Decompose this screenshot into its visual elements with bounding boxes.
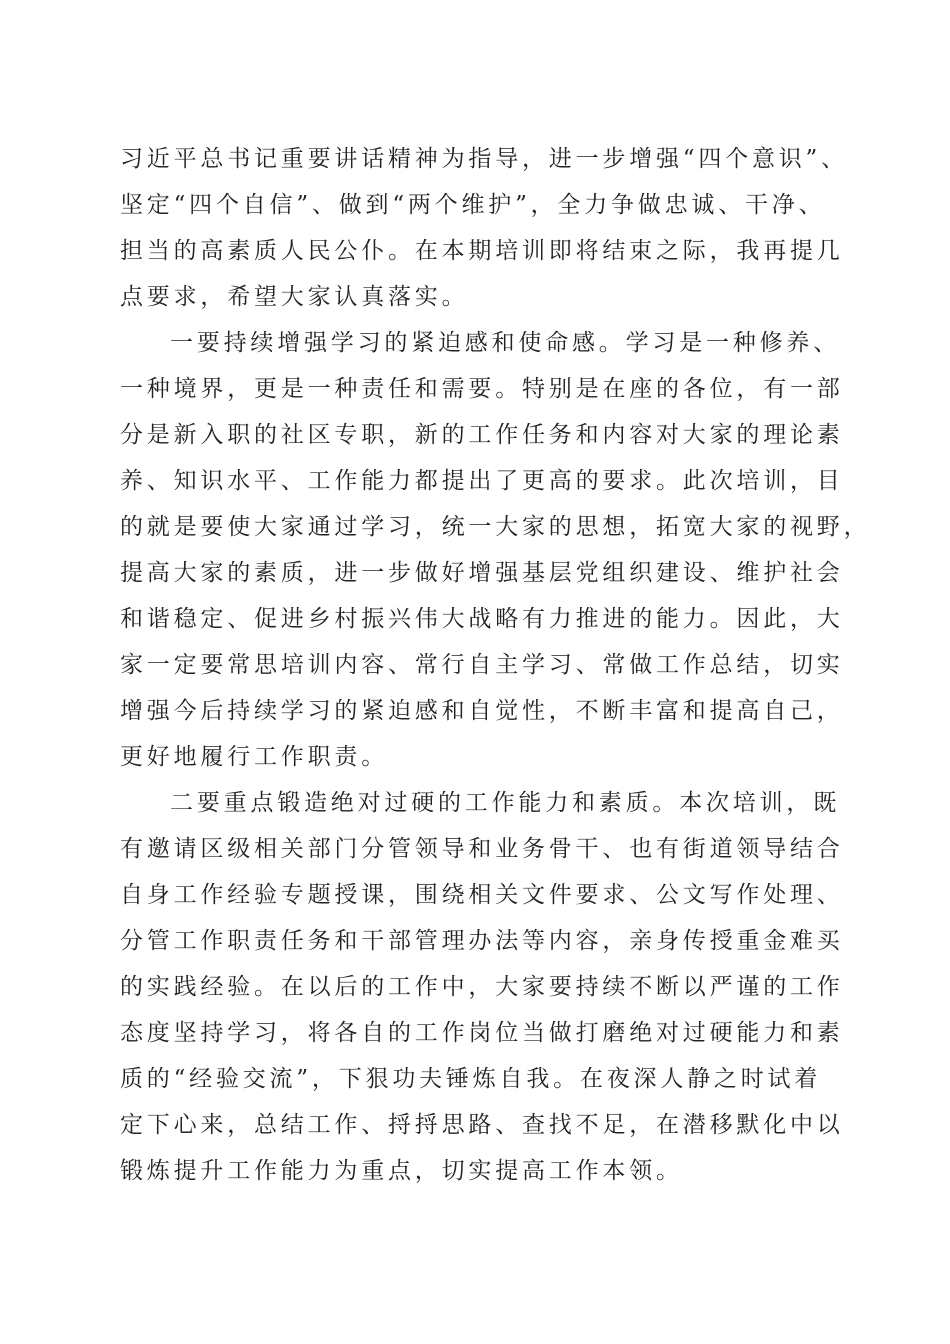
text-line: 分管工作职责任务和干部管理办法等内容，亲身传授重金难买 bbox=[120, 928, 844, 954]
text-line: 质的“经验交流”，下狠功夫锤炼自我。在夜深人静之时试着 bbox=[120, 1066, 822, 1092]
paragraph-first-line: 二要重点锻造绝对过硬的工作能力和素质。本次培训，既 bbox=[170, 790, 840, 816]
text-line: 自身工作经验专题授课，围绕相关文件要求、公文写作处理、 bbox=[120, 882, 844, 908]
text-line: 的就是要使大家通过学习，统一大家的思想，拓宽大家的视野， bbox=[120, 514, 871, 540]
text-line: 养、知识水平、工作能力都提出了更高的要求。此次培训，目 bbox=[120, 468, 844, 494]
text-line: 有邀请区级相关部门分管领导和业务骨干、也有街道领导结合 bbox=[120, 836, 844, 862]
text-line: 锻炼提升工作能力为重点，切实提高工作本领。 bbox=[120, 1158, 683, 1184]
text-line: 的实践经验。在以后的工作中，大家要持续不断以严谨的工作 bbox=[120, 974, 844, 1000]
paragraph-first-line: 一要持续增强学习的紧迫感和使命感。学习是一种修养、 bbox=[170, 330, 840, 356]
text-line: 态度坚持学习，将各自的工作岗位当做打磨绝对过硬能力和素 bbox=[120, 1020, 844, 1046]
text-line: 和谐稳定、促进乡村振兴伟大战略有力推进的能力。因此，大 bbox=[120, 606, 844, 632]
text-line: 增强今后持续学习的紧迫感和自觉性，不断丰富和提高自己， bbox=[120, 698, 844, 724]
text-line: 坚定“四个自信”、做到“两个维护”，全力争做忠诚、干净、 bbox=[120, 192, 826, 218]
text-line: 一种境界，更是一种责任和需要。特别是在座的各位，有一部 bbox=[120, 376, 844, 402]
text-line: 点要求，希望大家认真落实。 bbox=[120, 284, 469, 310]
text-line: 提高大家的素质，进一步做好增强基层党组织建设、维护社会 bbox=[120, 560, 844, 586]
text-line: 家一定要常思培训内容、常行自主学习、常做工作总结，切实 bbox=[120, 652, 844, 678]
text-line: 习近平总书记重要讲话精神为指导，进一步增强“四个意识”、 bbox=[120, 146, 848, 172]
text-line: 更好地履行工作职责。 bbox=[120, 744, 388, 770]
text-line: 分是新入职的社区专职，新的工作任务和内容对大家的理论素 bbox=[120, 422, 844, 448]
text-line: 定下心来，总结工作、捋捋思路、查找不足，在潜移默化中以 bbox=[120, 1112, 844, 1138]
document-body bbox=[120, 136, 871, 1194]
text-line: 担当的高素质人民公仆。在本期培训即将结束之际，我再提几 bbox=[120, 238, 844, 264]
